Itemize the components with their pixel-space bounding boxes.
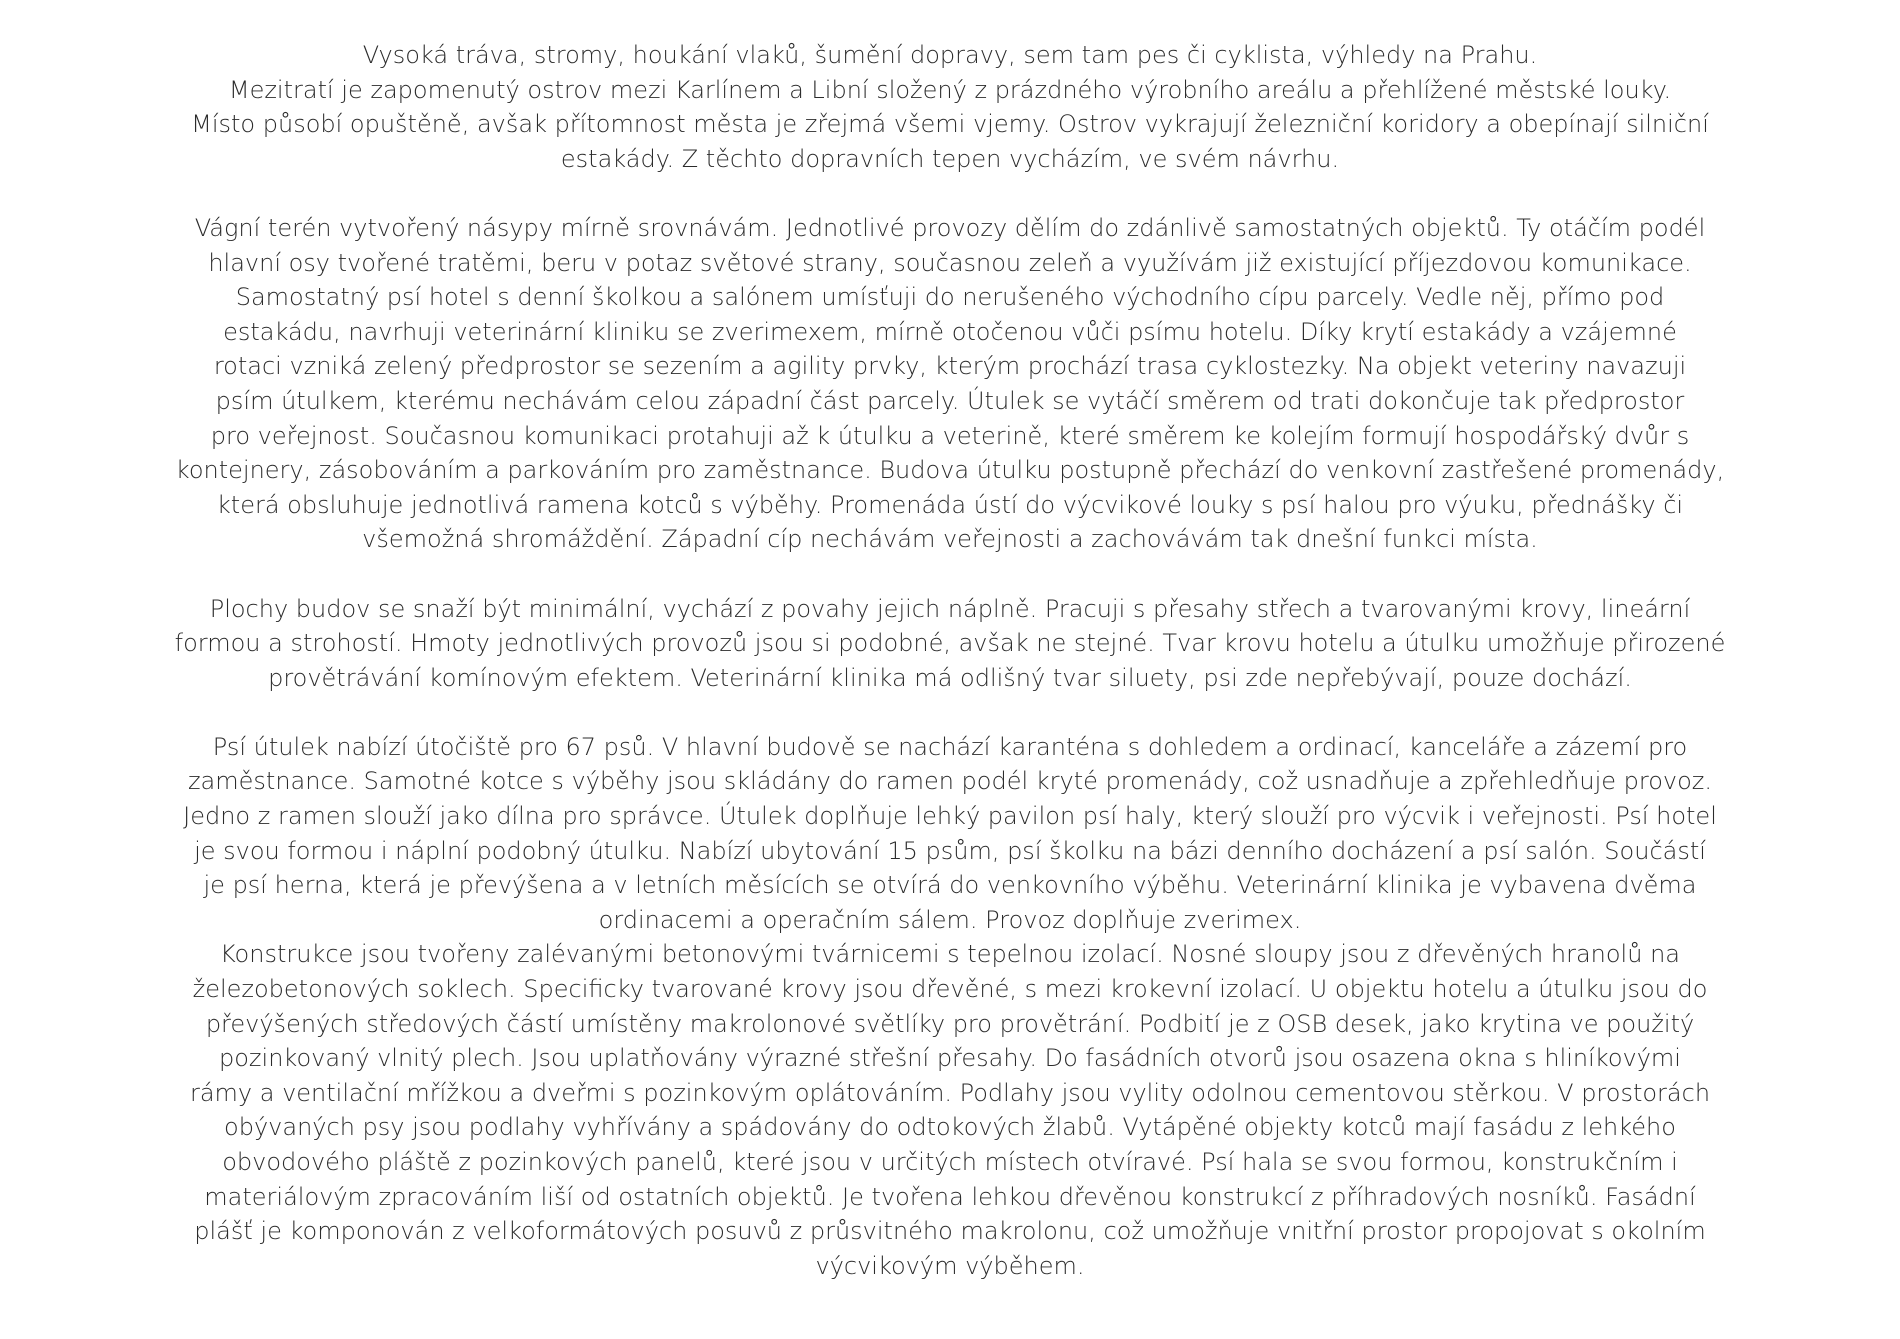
text-line: materiálovým zpracováním liší od ostatních objektů. Je tvořena lehkou dřevěnou konstrukcí z příhradových nosníků. Fasádní [204, 1182, 1696, 1211]
text-line: formou a strohostí. Hmoty jednotlivých provozů jsou si podobné, avšak ne stejné. Tvar krovu hotelu a útulku umožňuje přirozené [174, 629, 1726, 658]
text-line: ordinacemi a operačním sálem. Provoz doplňuje zverimex. [598, 905, 1302, 934]
text-line: Samostatný psí hotel s denní školkou a salónem umísťuji do nerušeného východního cípu parcely. Vedle něj, přímo pod [235, 283, 1665, 312]
text-line: obývaných psy jsou podlahy vyhřívány a spádovány do odtokových žlabů. Vytápěné objekty kotců mají fasádu z lehkého [224, 1113, 1676, 1142]
text-line: hlavní osy tvořené tratěmi, beru v potaz světové strany, současnou zeleň a využívám již existující příjezdovou komunikace. [208, 248, 1692, 277]
text-line: rámy a ventilační mřížkou a dveřmi s pozinkovým oplátováním. Podlahy jsou vylity odolnou cementovou stěrkou. V prostorách [189, 1078, 1711, 1107]
text-line: Místo působí opuštěně, avšak přítomnost města je zřejmá všemi vjemy. Ostrov vykrajují železniční koridory a obepínají silniční [191, 110, 1709, 139]
paragraph-program-construction [120, 730, 1780, 1284]
text-line: kontejnery, zásobováním a parkováním pro zaměstnance. Budova útulku postupně přechází do venkovní zastřešené promenády, [175, 456, 1725, 485]
text-line: Jedno z ramen slouží jako dílna pro správce. Útulek doplňuje lehký pavilon psí haly, který slouží pro výcvik i veřejnosti. Psí hotel [183, 802, 1717, 831]
paragraph-spacer [120, 557, 1780, 592]
text-line: provětrávání komínovým efektem. Veterinární klinika má odlišný tvar siluety, psi zde nepřebývají, pouze dochází. [268, 663, 1632, 692]
text-line: rotaci vzniká zelený předprostor se sezením a agility prvky, kterým prochází trasa cyklostezky. Na objekt veteriny navazuji [213, 352, 1687, 381]
text-line: obvodového pláště z pozinkových panelů, které jsou v určitých místech otvíravé. Psí hala se svou formou, konstrukčním i [222, 1148, 1678, 1176]
text-line: převýšených středových částí umístěny makrolonové světlíky pro provětrání. Podbití je z OSB desek, jako krytina ve použitý [205, 1009, 1695, 1038]
paragraph-spacer [120, 176, 1780, 211]
text-line: pozinkovaný vlnitý plech. Jsou uplatňovány výrazné střešní přesahy. Do fasádních otvorů jsou osazena okna s hliníkovými [219, 1044, 1681, 1073]
paragraph-site-layout [120, 211, 1780, 557]
text-line: je svou formou i náplní podobný útulku. Nabízí ubytování 15 psům, psí školku na bázi denního docházení a psí salón. Součástí [194, 836, 1706, 865]
text-line: Psí útulek nabízí útočiště pro 67 psů. V hlavní budově se nachází karanténa s dohledem a ordinací, kanceláře a zázemí pro [212, 732, 1688, 761]
document-text [120, 38, 1780, 1283]
text-line: Mezitratí je zapomenutý ostrov mezi Karlínem a Libní složený z prázdného výrobního areálu a přehlížené městské louky. [228, 75, 1672, 104]
text-line: pro veřejnost. Současnou komunikaci protahuji až k útulku a veterině, které směrem ke kolejím formují hospodářský dvůr s [210, 421, 1690, 450]
paragraph-spacer [120, 695, 1780, 730]
paragraph-intro [120, 38, 1780, 176]
text-line: Konstrukce jsou tvořeny zalévanými betonovými tvárnicemi s tepelnou izolací. Nosné sloupy jsou z dřevěných hranolů na [220, 940, 1680, 969]
text-line: všemožná shromáždění. Západní cíp nechávám veřejnosti a zachovávám tak dnešní funkci místa. [362, 525, 1538, 554]
text-line: výcvikovým výběhem. [815, 1251, 1085, 1280]
text-line: která obsluhuje jednotlivá ramena kotců s výběhy. Promenáda ústí do výcvikové louky s psí halou pro výuku, přednášky či [216, 490, 1684, 519]
text-line: plášť je komponován z velkoformátových posuvů z průsvitného makrolonu, což umožňuje vnitřní prostor propojovat s okolním [194, 1217, 1706, 1246]
paragraph-building-form [120, 592, 1780, 696]
text-line: Plochy budov se snaží být minimální, vychází z povahy jejich náplně. Pracuji s přesahy střech a tvarovanými krovy, lineární [209, 594, 1691, 623]
text-line: Vágní terén vytvořený násypy mírně srovnávám. Jednotlivé provozy dělím do zdánlivě samostatných objektů. Ty otáčím podél [194, 213, 1706, 242]
text-line: estakádu, navrhuji veterinární kliniku se zverimexem, mírně otočenou vůči psímu hotelu. Díky krytí estakády a vzájemné [223, 317, 1677, 346]
text-line: zaměstnance. Samotné kotce s výběhy jsou skládány do ramen podél kryté promenády, což usnadňuje a zpřehledňuje provoz. [187, 767, 1713, 796]
text-line: psím útulkem, kterému nechávám celou západní část parcely. Útulek se vytáčí směrem od trati dokončuje tak předprostor [215, 386, 1685, 415]
text-line: je psí herna, která je převýšena a v letních měsících se otvírá do venkovního výběhu. Veterinární klinika je vybavena dvěma [203, 871, 1697, 900]
text-line: estakády. Z těchto dopravních tepen vycházím, ve svém návrhu. [560, 144, 1340, 173]
text-line: železobetonových soklech. Specificky tvarované krovy jsou dřevěné, s mezi krokevní izolací. U objektu hotelu a útulku jsou do [192, 975, 1708, 1004]
text-line: Vysoká tráva, stromy, houkání vlaků, šumění dopravy, sem tam pes či cyklista, výhledy na Prahu. [362, 41, 1538, 69]
